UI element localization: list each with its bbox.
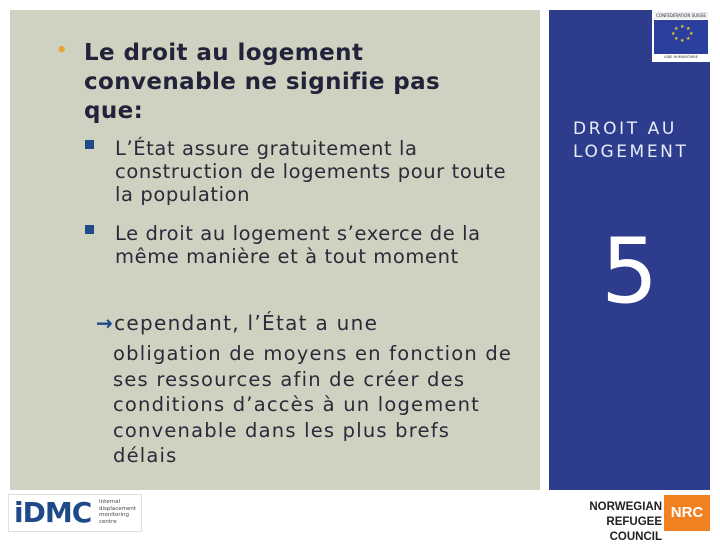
square-bullet-icon [85,225,94,234]
main-heading: Le droit au logement convenable ne signifie pas que: [84,40,441,124]
list-item [115,222,515,268]
eu-box [654,20,708,54]
eu-bottom-text: AIDE HUMANITAIRE [664,55,698,59]
eu-flag-icon [652,10,710,62]
nrc-logo-text: NORWEGIAN REFUGEE COUNCIL [589,501,662,543]
list-item-text: Le droit au logement s’exerce de la même manière et à tout moment [115,222,481,268]
side-title: DROIT AU LOGEMENT [573,119,689,162]
svg-text:★: ★ [674,26,679,32]
svg-text:★: ★ [674,36,679,42]
arrow-line [96,311,378,335]
svg-text:★: ★ [686,36,691,42]
list-item [115,137,515,206]
svg-text:★: ★ [686,26,691,32]
eu-top-text: CONFÉDÉRATION SUISSE [654,12,708,19]
main-bullet-icon: • [56,40,68,61]
list-item-text: L’État assure gratuitement la construction de logements pour toute la population [115,137,507,206]
nrc-badge: NRC [664,495,710,531]
arrow-line-text: cependant, l’État a une [114,311,379,335]
idmc-subtitle: Internal displacement monitoring centre [99,499,137,525]
idmc-logo [8,494,142,532]
side-number: 5 [601,219,659,324]
idmc-logo-text: iDMC [14,496,92,529]
svg-text:★: ★ [689,31,694,37]
continuation-text: obligation de moyens en fonction de ses ressources afin de créer des conditions d’accès à un logement convenable dans les plus brefs délais [113,342,513,467]
arrow-right-icon: → [96,311,115,335]
svg-text:★: ★ [680,38,685,44]
square-bullet-icon [85,140,94,149]
svg-text:★: ★ [680,24,685,30]
svg-text:★: ★ [671,31,676,37]
